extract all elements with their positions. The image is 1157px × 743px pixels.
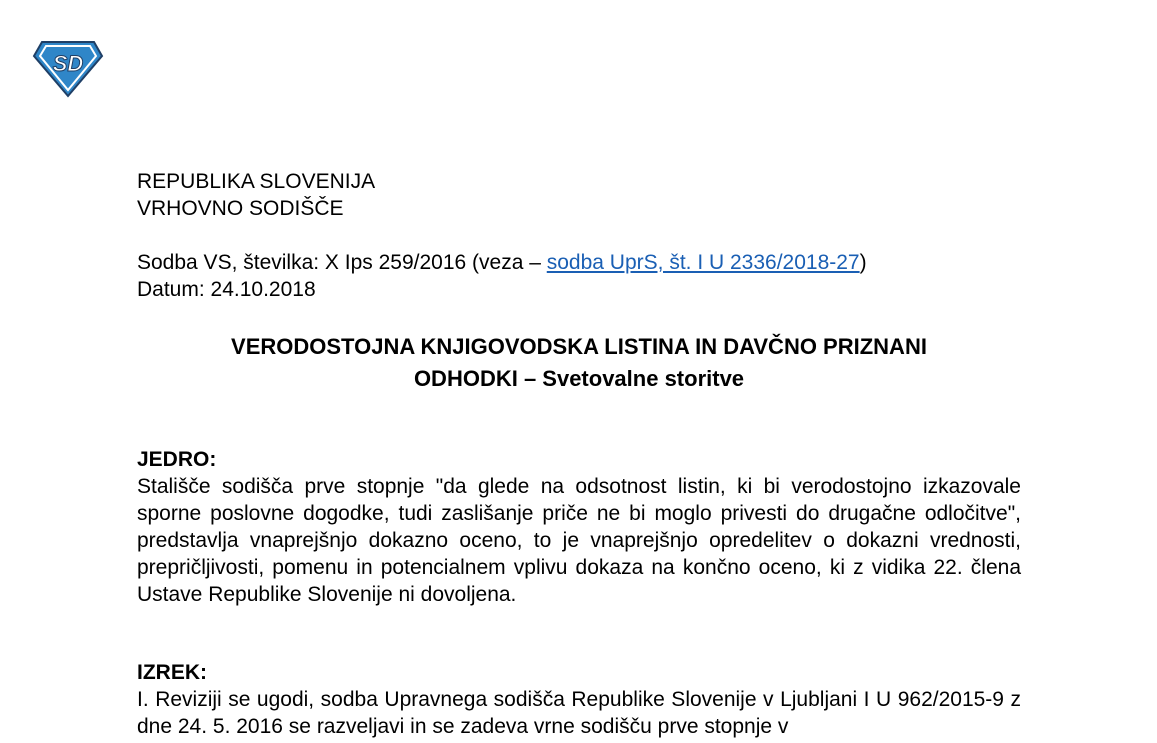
case-reference [137, 249, 1021, 303]
izrek-section [137, 659, 1021, 740]
related-case-link[interactable]: sodba UprS, št. I U 2336/2018-27 [546, 251, 860, 274]
court-header [137, 168, 1021, 222]
izrek-text: I. Reviziji se ugodi, sodba Upravnega sodišča Republike Slovenije v Ljubljani I U 962/2015-9 z dne 24. 5. 2016 se razveljavi in se zadeva vrne sodišču prve stopnje v [137, 688, 1021, 738]
jedro-section [137, 446, 1021, 608]
logo-letters: SD [52, 51, 84, 76]
case-number-prefix: Sodba VS, številka: X Ips 259/2016 (veza – [137, 251, 547, 274]
case-number-suffix: ) [859, 251, 867, 274]
izrek-heading: IZREK: [137, 661, 207, 684]
case-number-line [137, 249, 1021, 276]
title-line-1: VERODOSTOJNA KNJIGOVODSKA LISTINA IN DAVČNO PRIZNANI [231, 334, 927, 359]
document-title [137, 331, 1021, 395]
case-date: Datum: 24.10.2018 [137, 278, 316, 301]
jedro-heading: JEDRO: [137, 448, 217, 471]
court-logo [32, 40, 104, 98]
header-court: VRHOVNO SODIŠČE [137, 197, 344, 220]
jedro-text: Stališče sodišča prve stopnje "da glede na odsotnost listin, ki bi verodostojno izkazovale sporne poslovne dogodke, tudi zaslišanje priče ne bi moglo privesti do drugačne odločitve", predstavlja vnaprejšnjo dokazno oceno, to je vnaprejšnjo opredelitev o dokazni vrednosti, prepričljivosti, pomenu in potencialnem vplivu dokaza na končno oceno, ki z vidika 22. člena Ustave Republike Slovenije ni dovoljena. [137, 475, 1021, 606]
title-line-2: ODHODKI – Svetovalne storitve [413, 366, 745, 391]
header-republic: REPUBLIKA SLOVENIJA [137, 170, 376, 193]
